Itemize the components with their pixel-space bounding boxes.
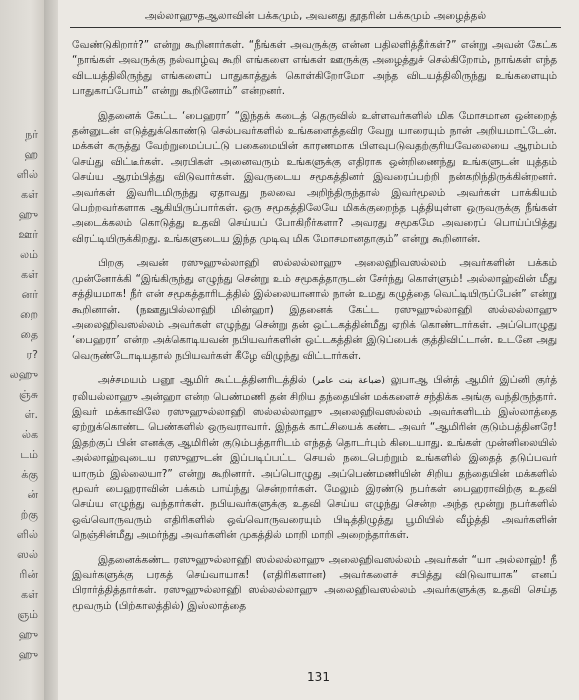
facing-page-fragment: ன் (27, 488, 38, 501)
facing-page-fragment: கள் (21, 588, 38, 601)
facing-page-fragment: றை (20, 308, 38, 321)
facing-page-fragment: ஹு (18, 628, 38, 641)
facing-page-fragment: தை (20, 328, 38, 341)
facing-page-fragment: ற்கு (20, 508, 38, 521)
paragraph-4 (72, 373, 557, 543)
facing-page-fragment: ஹு (18, 648, 38, 661)
arabic-name-inline: (ضباعة بنت عامر) (312, 376, 385, 387)
page-number: 131 (307, 670, 330, 684)
facing-page-fragment: ளில் (16, 168, 38, 181)
paragraph-4-body: லுபாஆ பின்த் ஆமிர் இப்னி குர்த் ரலியல்லாஹு அன்ஹா என்ற பெண்மணி தன் சிறிய தந்தையின் மக்களைச் சந்திக்க அங்கு வந்திருந்தார். இவர் மக்காவிலே ரஸுஹுல்லாஹி ஸல்லல்லாஹு அலைஹிவஸல்லம் அவர்களிடம் இஸ்லாத்தை ஏற்றுக்கொண்ட பெண்களில் ஒருவராவார். இந்தக் காட்சியைக் கண்ட அவர் “ஆமிரின் குடும்பத்தினரே! இதற்குப் பின் எனக்கு ஆமிரின் குடும்பத்தாரிடம் எந்தத் தொடர்பும் கிடையாது. உங்கள் முன்னிலையில் அல்லாஹ்வுடைய ரஸுஹுடன் இப்படிப்பட்ட செயல் நடைபெற்றும் உங்களில் இதைத் தடுப்பவர் யாரும் இல்லையா?” என்று கூறினார். அப்பொழுது அப்பெண்மணியின் சிறிய தந்தையின் மக்களில் மூவர் பைஹராவின் பக்கம் பாய்ந்து சென்றார்கள். மேலும் இரண்டு நபர்கள் பைஹராவிற்கு உதவி செய்ய எழுந்து வந்தார்கள். நபியவர்களுக்கு உதவி செய்ய எழுந்து சென்ற அந்த மூன்று நபர்களில் ஒவ்வொருவரும் எதிரிகளில் ஒவ்வொருவரையும் பிடித்திழுத்து பூமியில் வீழ்த்தி அவர்களின் நெஞ்சின்மீது அமர்ந்து அவர்களின் முகத்தில் மாறி மாறி அறைந்தார்கள். (72, 374, 557, 542)
page-body (72, 38, 557, 623)
facing-page-fragment: ள். (24, 408, 38, 421)
facing-page-fragment: நர் (25, 128, 38, 141)
facing-page-fragment: கள் (21, 268, 38, 281)
paragraph-4-lead: அச்சமயம் பனூ ஆமிர் கூட்டத்தினரிடத்தில் (98, 374, 307, 387)
facing-page-fragment: ல்க (21, 428, 38, 441)
book-page (58, 0, 579, 700)
facing-page-fragment: ர? (26, 348, 38, 361)
paragraph-2: இதனைக் கேட்ட ‘பைஹரா’ “இந்தக் கடைத் தெருவில் உள்ளவர்களில் மிக மோசமான ஒன்றைத் தன்னுடன் எடுத்துக்கொண்டு செல்பவர்களில் உங்களைத்தவிர வேறு யாரையும் நான் அறியமாட்டேன். மக்கள் கருத்து வேற்றுமைப்பட்டு பகைமையின் காரணமாக பிளவுபடுவதற்குரியவேலையை ஆரம்பம் செய்து விட்டீர்கள். அரபிகள் அனைவரும் உங்களுக்கு எதிராக ஒன்றிணைந்து உங்களுடன் யுத்தம் செய்ய ஆரம்பித்து விடுவார்கள். இவருடைய சமூகத்தினர் இவரைப்பற்றி நன்கறிந்திருக்கின்றனர். அவர்கள் இவரிடமிருந்து ஏதாவது நலவை அறிந்திருந்தால் இவர்மூலம் அவர்கள் பாக்கியம் பெற்றவர்களாக ஆகியிருப்பார்கள். ஒரு சமூகத்திலேயே மிகக்குறைந்த புத்தியுள்ள ஒருவருக்கு நீங்கள் அடைக்கலம் கொடுத்து உதவி செய்யப் போகிறீர்களா? அவரது சமூகமே அவரைப் பொய்ப்பித்து விரட்டியிருக்கிறது. உங்களுடைய இந்த முடிவு மிக மோசமானதாகும்” என்று கூறினான். (72, 109, 557, 245)
facing-page-fragment: க்கு (21, 468, 38, 481)
paragraph-1: வேண்டுகிறார்?” என்று கூறினார்கள். “நீங்கள் அவருக்கு என்ன பதிலளித்தீர்கள்?” என்று அவன் கேட்க “நாங்கள் அவருக்கு நல்வாழ்வு கூறி எங்களை எங்கள் ஊருக்கு அழைத்துச் செல்கிறோம், நாங்கள் எந்த விடயத்திலிருந்து எங்களைப் பாதுகாத்துக் கொள்கிறோமோ அந்த விடயத்திலிருந்து உங்களையும் பாதுகாப்போம்” என்று கூறினோம்” என்றனர். (72, 39, 557, 98)
facing-page-fragment: ஊர் (18, 228, 38, 241)
facing-page-fragment: கள் (21, 188, 38, 201)
facing-page-fragment: ரின் (19, 568, 38, 581)
facing-page-edge (0, 0, 44, 700)
facing-page-fragment: ஞம் (17, 608, 38, 621)
facing-page-fragment: ஸல் (17, 548, 38, 561)
facing-page-fragment: ளில் (16, 528, 38, 541)
facing-page-fragment: ஞ்சு (19, 388, 38, 401)
paragraph-3: பிறகு அவன் ரஸுஹுல்லாஹி ஸல்லல்லாஹு அலைஹிவஸல்லம் அவர்களின் பக்கம் முன்னோக்கி “இங்கிருந்து எழுந்து சென்று உம் சமூகத்தாருடன் சேர்ந்து கொள்ளும்! அல்லாஹ்வின் மீது சத்தியமாக! நீர் என் சமூகத்தாரிடத்தில் இல்லையானால் நான் உமது கழுத்தை வெட்டியிருப்பேன்” என்று கூறினான். (நஊதுபில்லாஹி மின்ஹா) இதனைக் கேட்ட ரஸுஹுல்லாஹி ஸல்லல்லாஹு அலைஹிவஸல்லம் அவர்கள் எழுந்து சென்று தன் ஒட்டகத்தின்மீது ஏறிக் கொண்டார்கள். அப்பொழுது ‘பைஹரா’ என்ற அக்கொடியவன் நபியவர்களின் ஒட்டகத்தின் இடுப்பைக் குத்திவிட்டான். உடனே அது வெருண்டோடியதால் நபியவர்கள் கீழே விழுந்து விட்டார்கள். (72, 257, 557, 362)
facing-page-fragment: லஹு (9, 368, 38, 381)
running-head: அல்லாஹுதஆலாவின் பக்கமும், அவனது தூதரின் பக்கமும் அழைத்தல் (70, 10, 561, 28)
facing-page-fragment: லம் (20, 248, 38, 261)
paragraph-5: இதனைக்கண்ட ரஸுஹுல்லாஹி ஸல்லல்லாஹு அலைஹிவஸல்லம் அவர்கள் “யா அல்லாஹ்! நீ இவர்களுக்கு பரகத் செய்வாயாக! (எதிரிகளான) அவர்களைச் சபித்து விடுவாயாக” எனப் பிரார்த்தித்தார்கள். ரஸுஹுல்லாஹி ஸல்லல்லாஹு அலைஹிவஸல்லம் அவர்களுக்கு உதவி செய்த மூவரும் (பிற்காலத்தில்) இஸ்லாத்தை (72, 553, 557, 612)
facing-page-fragment: னர் (21, 288, 38, 301)
facing-page-fragment: டம் (20, 448, 38, 461)
facing-page-fragment: ஹ (24, 148, 38, 161)
facing-page-fragment: ஹு (18, 208, 38, 221)
book-gutter (44, 0, 58, 700)
